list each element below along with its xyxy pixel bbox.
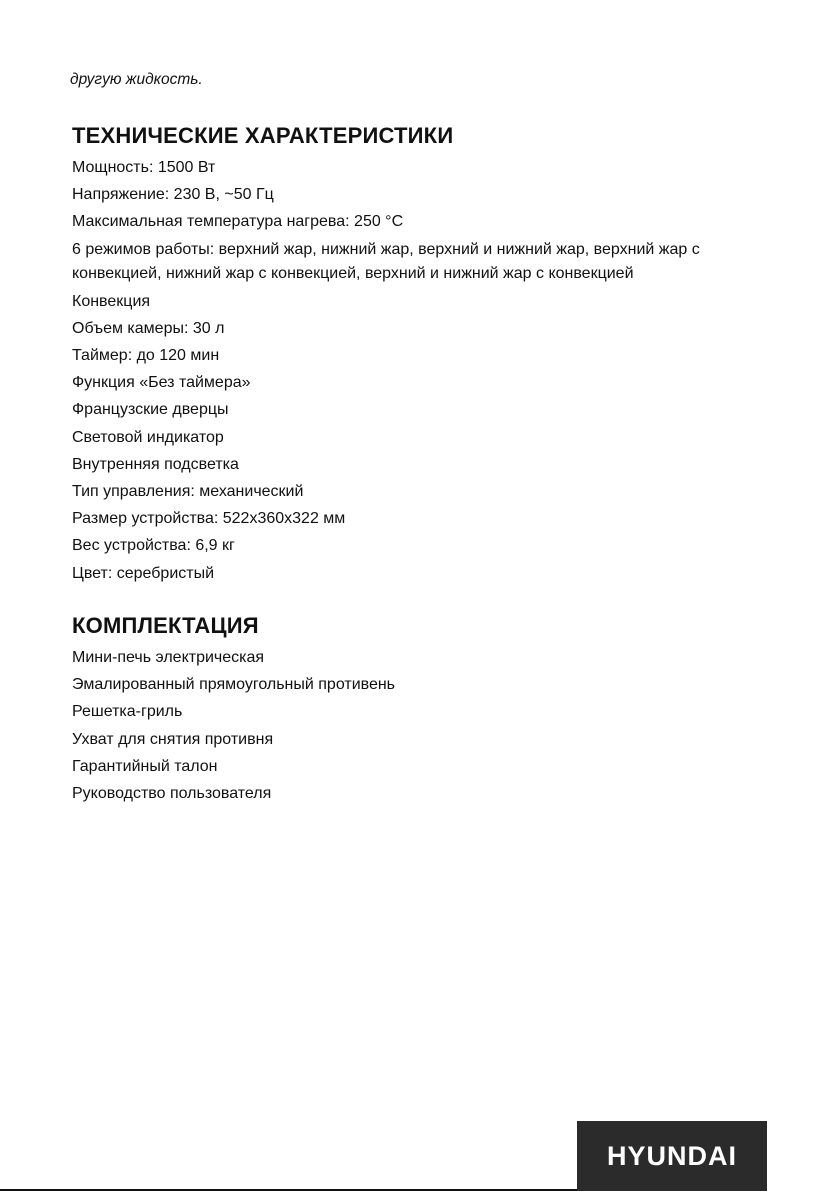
package-section	[72, 612, 784, 807]
package-item-oven: Мини-печь электрическая	[72, 649, 265, 666]
spec-item-control-type: Тип управления: механический	[72, 483, 304, 501]
spec-item-timer: Таймер: до 120 мин	[72, 347, 220, 365]
spec-item-convection: Конвекция	[72, 292, 151, 310]
spec-item-power: Мощность: 1500 Вт	[72, 159, 216, 176]
spec-item-max-temperature: Максимальная температура нагрева: 250 °C	[72, 213, 404, 231]
spec-item-dimensions: Размер устройства: 522x360x322 мм	[72, 510, 346, 528]
spec-item-color: Цвет: серебристый	[72, 564, 215, 582]
spec-item-volume: Объем камеры: 30 л	[72, 319, 225, 337]
spec-item-indicator: Световой индикатор	[72, 428, 224, 446]
package-heading: КОМПЛЕКТАЦИЯ	[72, 613, 259, 638]
spec-item-voltage: Напряжение: 230 В, ~50 Гц	[72, 186, 274, 204]
spec-item-french-doors: Французские дверцы	[72, 401, 229, 419]
spec-item-inner-light: Внутренняя подсветка	[72, 455, 239, 473]
package-item-warranty: Гарантийный талон	[72, 757, 218, 775]
package-item-grill-rack: Решетка-гриль	[72, 703, 183, 721]
package-item-tray: Эмалированный прямоугольный противень	[72, 676, 396, 694]
brand-logo	[577, 1121, 767, 1191]
spec-item-no-timer-function: Функция «Без таймера»	[72, 374, 251, 392]
specs-section	[72, 122, 784, 587]
continued-text: другую жидкость.	[70, 71, 203, 88]
specs-list	[72, 154, 784, 587]
spec-item-weight: Вес устройства: 6,9 кг	[72, 537, 235, 555]
specs-heading: ТЕХНИЧЕСКИЕ ХАРАКТЕРИСТИКИ	[72, 123, 454, 148]
package-item-tray-handle: Ухват для снятия противня	[72, 730, 274, 748]
package-item-manual: Руководство пользователя	[72, 785, 272, 803]
brand-logo-text: HYUNDAI	[606, 1140, 737, 1171]
package-list	[72, 644, 784, 807]
footer-rule	[0, 1189, 580, 1191]
spec-item-modes: 6 режимов работы: верхний жар, нижний жар, верхний и нижний жар, верхний жар с конвекцией, нижний жар с конвекцией, верхний и нижний жар с конвекцией	[72, 240, 700, 282]
